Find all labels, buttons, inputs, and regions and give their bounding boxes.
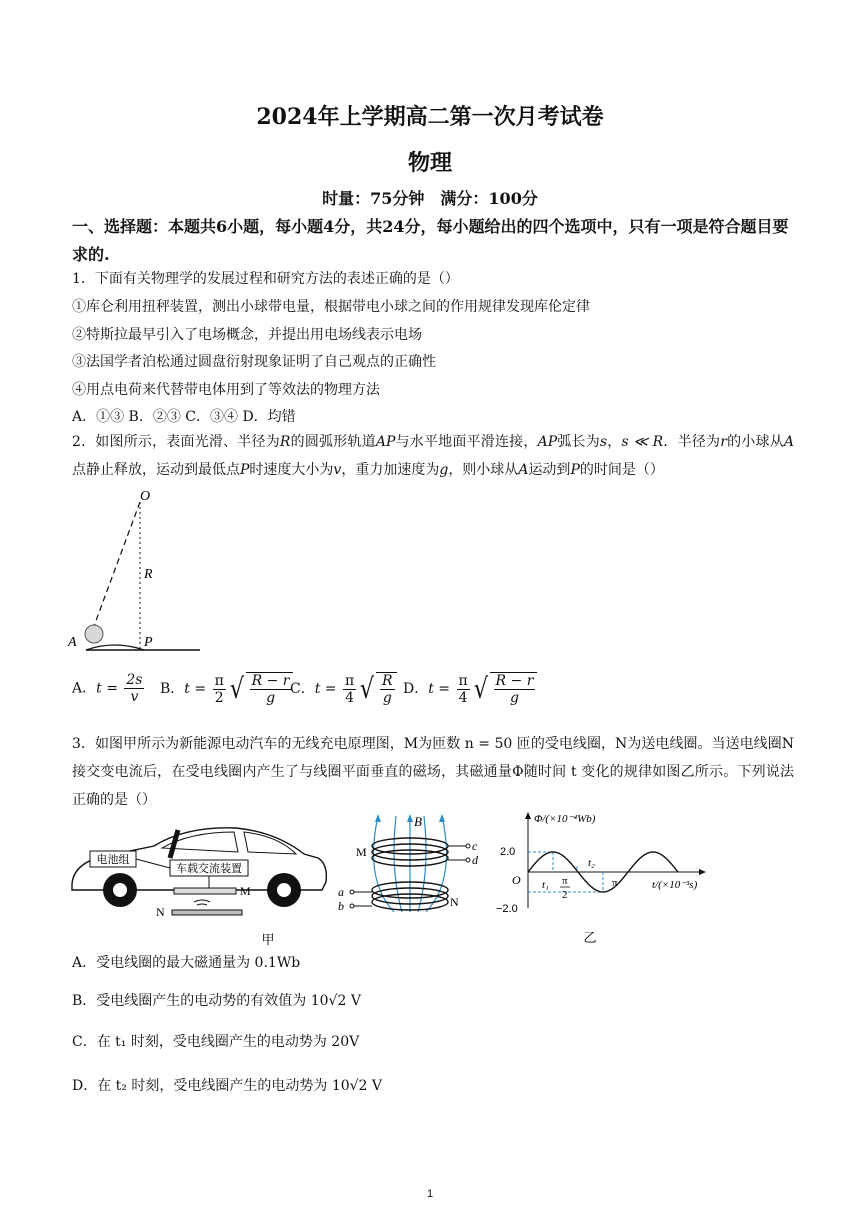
- exam-info: 时量：75分钟 满分：100分: [322, 189, 538, 208]
- y-tick-neg: −2.0: [496, 903, 518, 915]
- caption-jia: 甲: [261, 933, 275, 948]
- label-a: a: [338, 885, 344, 899]
- exam-subject: 物理: [407, 150, 452, 176]
- q3-flux-chart: [494, 808, 714, 946]
- tick-t1: t₁: [542, 879, 549, 891]
- receiver-coil-M: [174, 888, 236, 894]
- origin-label: O: [512, 873, 521, 887]
- battery-label: 电池组: [96, 853, 130, 866]
- label-d: d: [472, 853, 478, 867]
- q3-option-a: A．受电线圈的最大磁通量为 0.1Wb: [72, 955, 301, 971]
- q3-stem: 3．如图甲所示为新能源电动汽车的无线充电原理图，M为匝数 n = 50 匝的受电线圈，N为送电线圈。当送电线圈N接交变电流后，在受电线圈内产生了与线圈平面垂直的磁场，其磁通量Φ随时间 t 变化的规律如图乙所示。下列说法正确的是（）: [72, 736, 794, 808]
- label-P: P: [144, 635, 153, 650]
- transmitter-coil-N: [172, 910, 242, 915]
- tick-pi: π: [612, 877, 618, 889]
- q1-options: A．①③ B．②③ C．③④ D．均错: [72, 409, 296, 425]
- x-axis-label: t/(×10⁻³s): [652, 879, 698, 891]
- label-M-coil: M: [356, 845, 367, 859]
- tick-half-pi-den: 2: [562, 889, 568, 901]
- exam-title: 2024年上学期高二第一次月考试卷: [256, 104, 604, 130]
- y-axis-label: Φ/(×10⁻⁴Wb): [534, 813, 596, 825]
- label-N-car: N: [156, 905, 165, 919]
- label-R: R: [144, 567, 153, 582]
- label-b: b: [338, 899, 344, 913]
- q2-option-b: B．t = $\frac{\pi}{2}$ √ $\frac{R - r}{g}$: [160, 672, 293, 706]
- ball: [85, 625, 103, 643]
- q3-car-figure: [66, 818, 334, 950]
- label-M-car: M: [240, 884, 251, 898]
- q2-stem: 2．如图所示，表面光滑、半径为R的圆弧形轨道AP与水平地面平滑连接，AP弧长为s，s ≪ R．半径为r的小球从A点静止释放，运动到最低点P时速度大小为v，重力加速度为g，则小球从A运动到P的时间是（）: [72, 434, 795, 478]
- tick-half-pi-num: π: [562, 875, 568, 887]
- tick-t2: t₂: [588, 857, 595, 869]
- q3-option-c: C．在 t₁ 时刻，受电线圈产生的电动势为 20V: [72, 1034, 360, 1050]
- label-O: O: [140, 489, 151, 504]
- ac-device-label: 车载交流装置: [176, 862, 242, 875]
- q3-coil-figure: [334, 810, 480, 920]
- string-line: [94, 502, 140, 626]
- page-number: 1: [426, 1188, 434, 1200]
- q1-item-1: ①库仑利用扭秤装置，测出小球带电量，根据带电小球之间的作用规律发现库伦定律: [72, 299, 590, 315]
- q2-option-c: C．t = $\frac{\pi}{4}$ √ $\frac{R}{g}$: [290, 672, 397, 706]
- q1-item-3: ③法国学者泊松通过圆盘衍射现象证明了自己观点的正确性: [72, 354, 436, 370]
- caption-yi: 乙: [583, 931, 597, 946]
- q2-option-a: A．t = $\frac{2s}{v}$: [72, 672, 143, 705]
- q1-item-4: ④用点电荷来代替带电体用到了等效法的物理方法: [72, 382, 380, 398]
- label-A: A: [68, 635, 77, 650]
- q1-item-2: ②特斯拉最早引入了电场概念，并提出用电场线表示电场: [72, 327, 422, 343]
- label-B: B: [414, 814, 422, 829]
- q3-option-b: B．受电线圈产生的电动势的有效值为 10√2 V: [72, 993, 361, 1009]
- q1-stem: 1．下面有关物理学的发展过程和研究方法的表述正确的是（）: [72, 271, 459, 287]
- label-c: c: [472, 839, 478, 853]
- q3-option-d: D．在 t₂ 时刻，受电线圈产生的电动势为 10√2 V: [72, 1078, 383, 1094]
- y-tick-pos: 2.0: [500, 846, 516, 858]
- q2-pendulum-figure: [64, 484, 214, 656]
- q2-option-d: D．t = $\frac{\pi}{4}$ √ $\frac{R - r}{g}$: [403, 672, 537, 706]
- section-heading: 一、选择题：本题共6小题，每小题4分，共24分，每小题给出的四个选项中，只有一项是符合题目要求的.: [72, 217, 789, 264]
- label-N-coil: N: [450, 895, 459, 909]
